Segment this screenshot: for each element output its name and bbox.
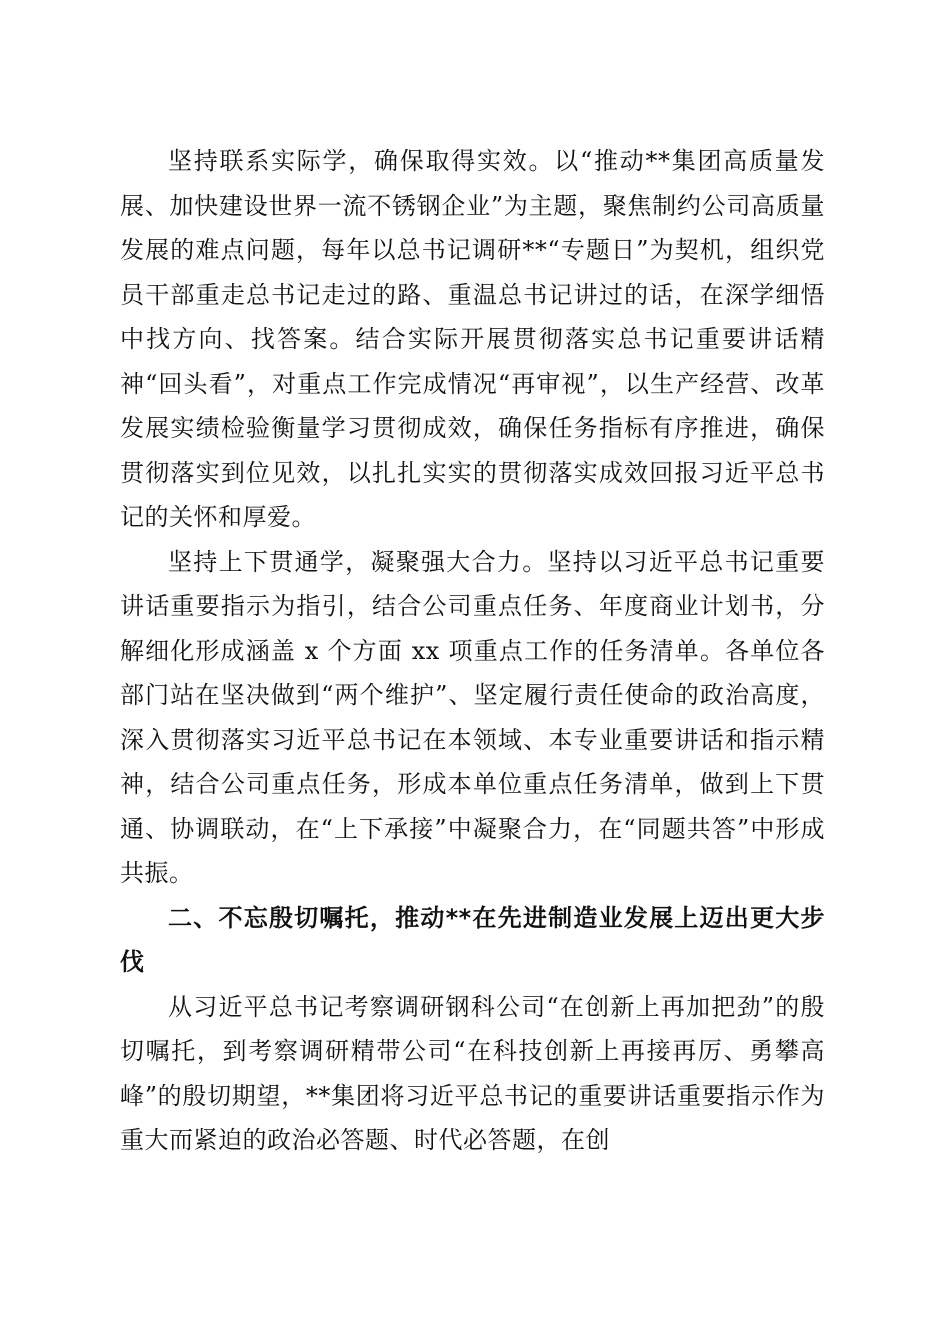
paragraph-practice-study: 坚持联系实际学，确保取得实效。以“推动**集团高质量发展、加快建设世界一流不锈钢企业”为主题，聚焦制约公司高质量发展的难点问题，每年以总书记调研**“专题日”为契机，组织党员干部重走总书记走过的路、重温总书记讲过的话，在深学细悟中找方向、找答案。结合实际开展贯彻落实总书记重要讲话精神“回头看”，对重点工作完成情况“再审视”，以生产经营、改革发展实绩检验衡量学习贯彻成效，确保任务指标有序推进，确保贯彻落实到位见效，以扎扎实实的贯彻落实成效回报习近平总书记的关怀和厚爱。 [120, 147, 825, 531]
document-body [120, 139, 825, 1163]
paragraph-top-down-study: 坚持上下贯通学，凝聚强大合力。坚持以习近平总书记重要讲话重要指示为指引，结合公司重点任务、年度商业计划书，分解细化形成涵盖 x 个方面 xx 项重点工作的任务清单。各单位各部门站在坚决做到“两个维护”、坚定履行责任使命的政治高度，深入贯彻落实习近平总书记在本领域、本专业重要讲话和指示精神，结合公司重点任务，形成本单位重点任务清单，做到上下贯通、协调联动，在“上下承接”中凝聚合力，在“同题共答”中形成共振。 [120, 547, 825, 887]
paragraph-innovation: 从习近平总书记考察调研钢科公司“在创新上再加把劲”的殷切嘱托，到考察调研精带公司“在科技创新上再接再厉、勇攀高峰”的殷切期望，**集团将习近平总书记的重要讲话重要指示作为重大而紧迫的政治必答题、时代必答题，在创 [120, 992, 825, 1154]
section-heading: 二、不忘殷切嘱托，推动**在先进制造业发展上迈出更大步伐 [120, 903, 825, 976]
